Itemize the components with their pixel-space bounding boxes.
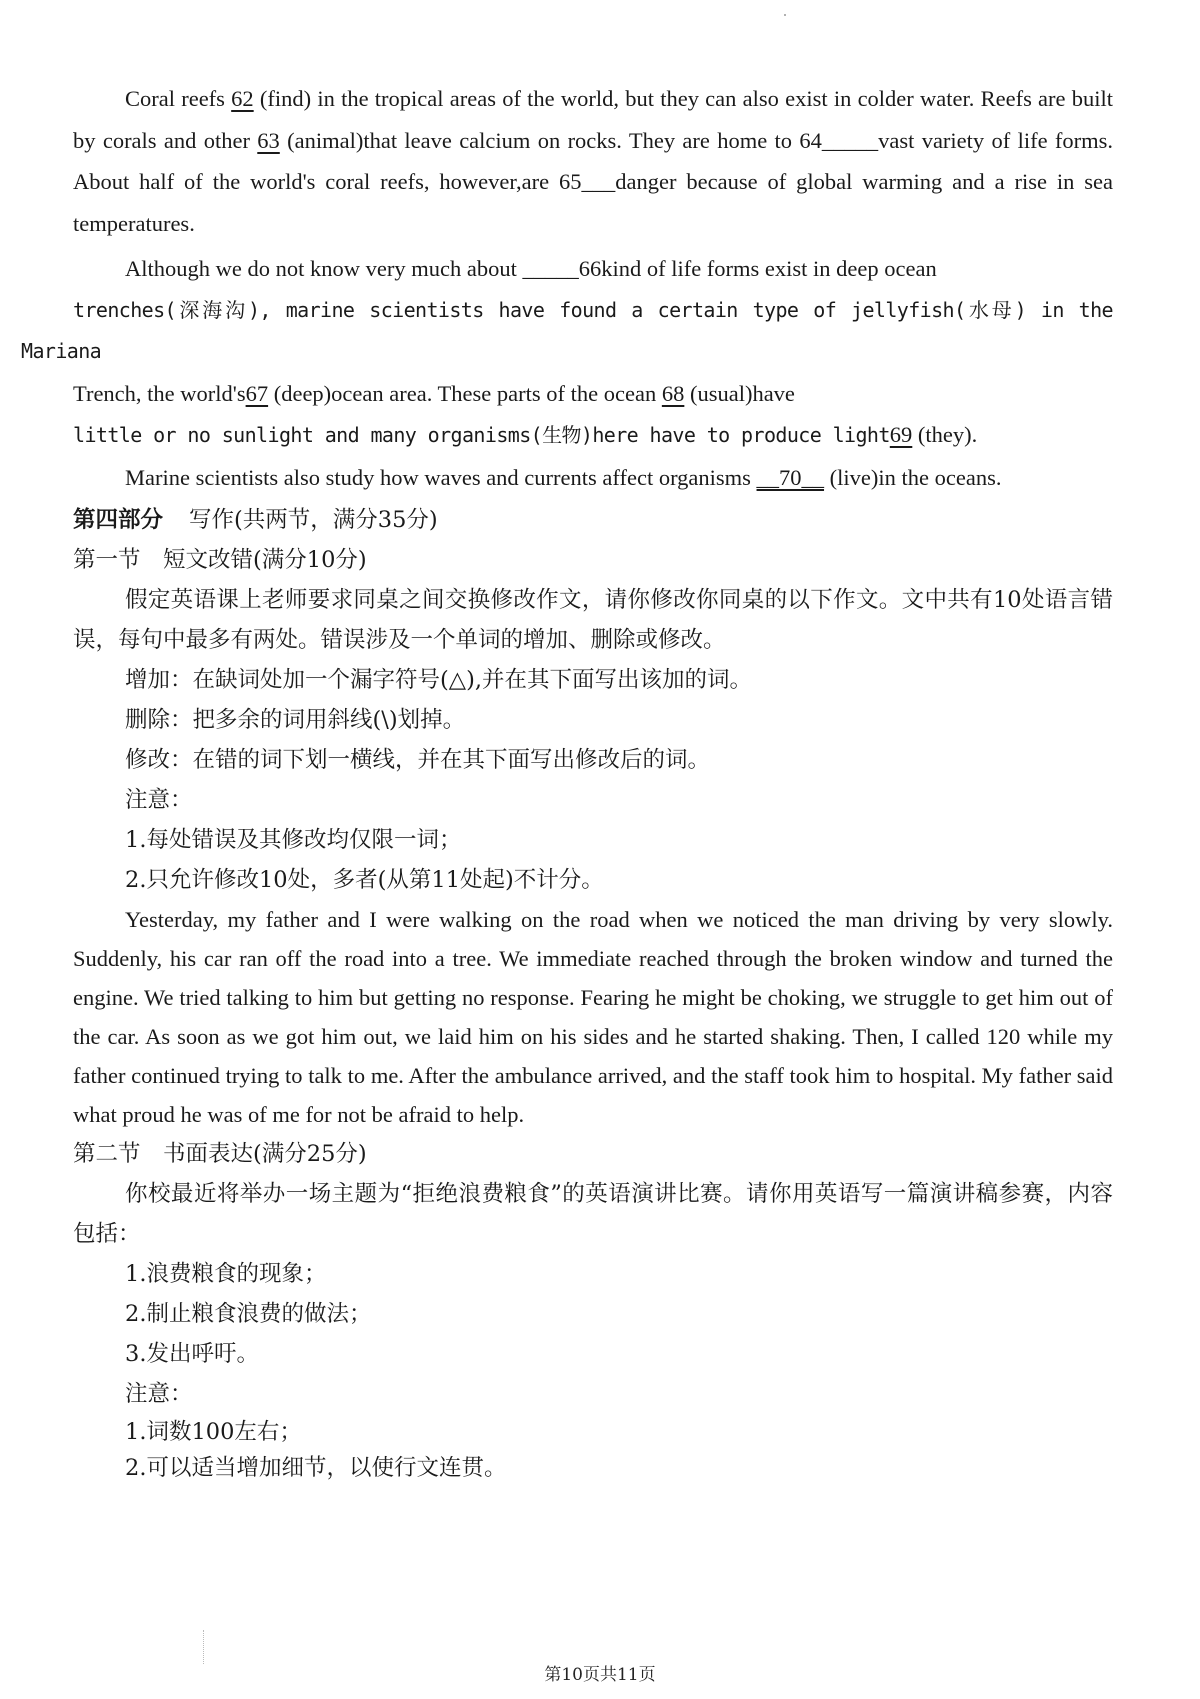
text: Trench, the world's	[73, 380, 246, 406]
blank-68: 68	[661, 380, 685, 406]
section1-title: 第一节 短文改错(满分10分)	[73, 547, 367, 573]
text: (usual)have	[684, 380, 795, 406]
section2-title: 第二节 书面表达(满分25分)	[73, 1141, 367, 1167]
blank-63: 63	[257, 127, 280, 153]
note-2: 2.可以适当增加细节，以使行文连贯。	[125, 1455, 507, 1481]
scan-dot	[784, 14, 786, 16]
text: (live)in the oceans.	[824, 464, 1002, 490]
text: vast variety of life forms. About half of the world's coral reefs, however,are	[73, 127, 1114, 194]
text: kind of life forms exist in deep ocean	[601, 256, 937, 281]
text: Coral reefs	[125, 86, 232, 111]
error-correction-essay: Yesterday, my father and I were walking on the road when we noticed the man driving by very slowly. Suddenly, his car ran off the road into a tree. We immediate reached through the broken window and turned the engine. We tried talking to him but getting no response. Fearing he might be choking, we struggle to get him out of the car. As soon as we got him out, we laid him on his sides and he started shaking. Then, I called 120 while my father continued trying to talk to me. After the ambulance arrived, and the staff took him to hospital. My father said what proud he was of me for not be afraid to help.	[73, 907, 1113, 1127]
document-page	[21, 78, 1114, 1486]
note-1: 1.词数100左右；	[125, 1419, 302, 1445]
passage-paragraph-2	[21, 248, 1113, 457]
text: (animal)that leave calcium on rocks. They are home to	[279, 127, 800, 153]
blank-67: 67	[245, 380, 269, 406]
text: (they).	[912, 422, 978, 447]
text: little or no sunlight and many organisms(生物)here have to produce light	[73, 423, 890, 447]
text: trenches(深海沟), marine scientists have found a certain type of jellyfish(水母) in the Mariana	[21, 297, 1113, 363]
content-item-1: 1.浪费粮食的现象；	[125, 1261, 327, 1287]
text: Although we do not know very much about	[125, 256, 523, 281]
note-1: 1.每处错误及其修改均仅限一词；	[125, 827, 462, 853]
section1-intro: 假定英语课上老师要求同桌之间交换修改作文，请你修改你同桌的以下作文。文中共有10处语言错误，每句中最多有两处。错误涉及一个单词的增加、删除或修改。	[73, 587, 1113, 653]
text: (deep)ocean area. These parts of the ocean	[268, 380, 662, 406]
margin-mark	[203, 1630, 204, 1664]
rule-delete: 删除：把多余的词用斜线(\)划掉。	[125, 707, 466, 733]
passage-paragraph-1	[73, 78, 1113, 244]
part-title: 第四部分	[73, 507, 164, 533]
text: danger because of global warming and a rise in sea temperatures.	[73, 169, 1113, 236]
part-subtitle: 写作(共两节，满分35分)	[189, 507, 438, 533]
note-label: 注意：	[125, 1381, 193, 1407]
section2-intro: 你校最近将举办一场主题为“拒绝浪费粮食”的英语演讲比赛。请你用英语写一篇演讲稿参赛，内容包括：	[73, 1181, 1113, 1247]
rule-modify: 修改：在错的词下划一横线，并在其下面写出修改后的词。	[125, 747, 711, 773]
content-item-2: 2.制止粮食浪费的做法；	[125, 1301, 372, 1327]
note-2: 2.只允许修改10处，多者(从第11处起)不计分。	[125, 867, 604, 893]
page-footer: 第10页共11页	[544, 1665, 656, 1685]
part4-heading	[73, 500, 1113, 540]
blank-62: 62	[231, 86, 254, 111]
note-label: 注意：	[125, 787, 193, 813]
blank-69: 69	[889, 422, 913, 447]
rule-add: 增加：在缺词处加一个漏字符号(△),并在其下面写出该加的词。	[125, 667, 753, 693]
content-item-3: 3.发出呼吁。	[125, 1341, 259, 1367]
blank-65: 65___	[559, 169, 616, 194]
text: (find) in the tropical areas of the world, but they can also exist in colder water. Reefs are built by corals and other	[73, 86, 1114, 153]
text: Marine scientists also study how waves and currents affect organisms	[125, 464, 757, 490]
passage-paragraph-3	[73, 457, 1113, 499]
blank-64: 64_____	[799, 127, 879, 153]
blank-66: _____66	[522, 256, 602, 281]
blank-70: __70__	[756, 464, 825, 490]
